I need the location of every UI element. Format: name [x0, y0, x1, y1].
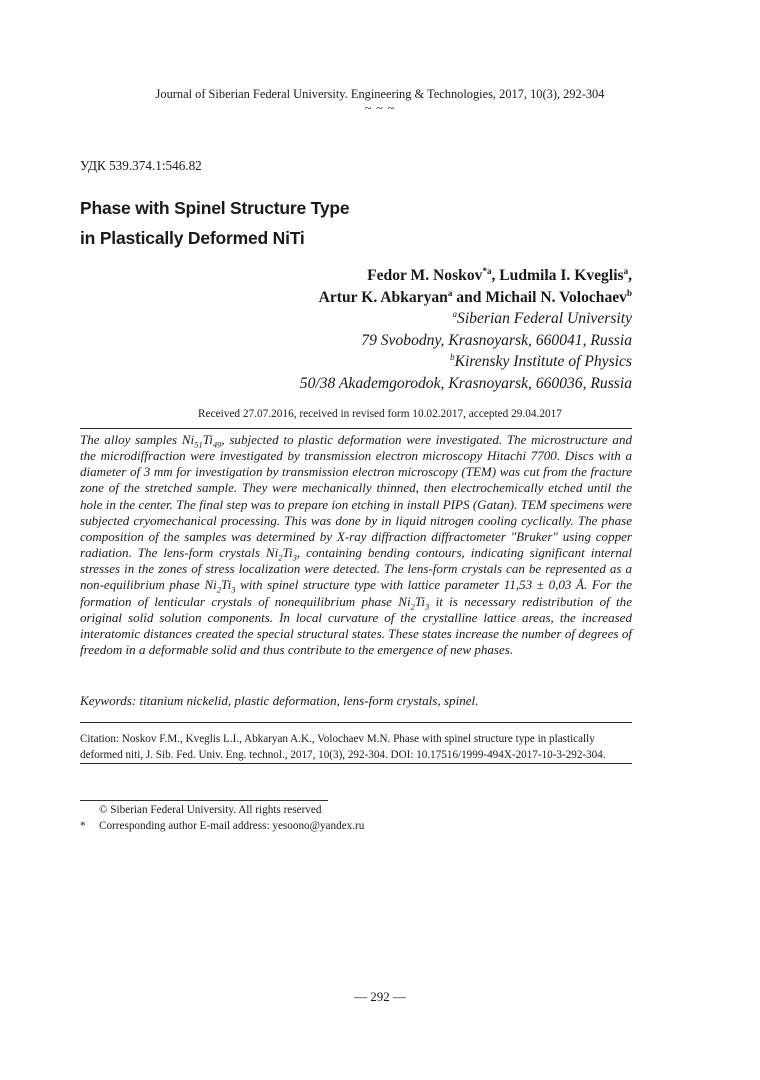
- abstract-text: Ti: [414, 593, 426, 609]
- authors-line-2: [72, 287, 632, 309]
- divider: [80, 428, 632, 429]
- abstract-text: , subjected to plastic deformation were investigated. The microstructure and the microdiffraction were investigated by transmission electron microscopy Hitachi 7700. Discs with a diameter of 3 mm for investigation by transmission electron microscopy (TEM) was cut from the fracture zone of the stretched sample. They were mechanically thinned, then electrochemically etched until the hole in the center. The final step was to prepare ion etching in install PIPS (Gatan). TEM specimens were subjected cryomechanical processing. This was done by in liquid nitrogen cooling cyclically. The phase composition of the samples was determined by X-ray diffraction diffractometer "Bruker" using copper radiation. The lens-form crystals Ni: [80, 432, 632, 561]
- subscript: 51: [194, 439, 203, 450]
- subscript: 2: [216, 585, 222, 596]
- header-separator: ~ ~ ~: [364, 101, 396, 115]
- author-sup: a: [623, 265, 629, 276]
- divider: [80, 722, 632, 723]
- keywords: Keywords: titanium nickelid, plastic deformation, lens-form crystals, spinel.: [80, 693, 479, 708]
- journal-header: Journal of Siberian Federal University. Engineering & Technologies, 2017, 10(3), 292-304: [155, 87, 605, 101]
- author-sup: b: [626, 287, 632, 298]
- corresponding-email: Corresponding author E-mail address: yesoono@yandex.ru: [99, 820, 365, 832]
- paper-title: [80, 193, 349, 253]
- divider: [80, 763, 632, 764]
- footnote-copyright: © Siberian Federal University. All rights reserved: [99, 804, 322, 816]
- udk-code: УДК 539.374.1:546.82: [80, 158, 202, 173]
- author-abkaryan: Artur K. Abkaryan: [318, 288, 448, 306]
- affiliation-b-name: [72, 351, 632, 373]
- abstract-text: The alloy samples Ni: [80, 432, 195, 447]
- subscript: 3: [292, 552, 297, 563]
- footnote-star: *: [80, 820, 86, 832]
- received-dates: Received 27.07.2016, received in revised form 10.02.2017, accepted 29.04.2017: [198, 408, 562, 420]
- subscript: 3: [231, 585, 236, 596]
- title-line-2: in Plastically Deformed NiTi: [80, 228, 305, 248]
- affiliation-b-text: Kirensky Institute of Physics: [454, 353, 632, 370]
- abstract-text: it is necessary redistribution of the original solid solution components. In local curvature of the crystalline lattice areas, the increased interatomic distances created the special structural states. These states increase the number of degrees of freedom in a deformable solid and thus contribute to the emergence of new phases.: [80, 593, 632, 658]
- affiliation-sup: b: [450, 351, 455, 362]
- authors-block: [72, 265, 632, 394]
- author-sup: *a: [482, 265, 492, 276]
- abstract-text: with spinel structure type with lattice parameter 11,53 ± 0,03 Å. For the formation of lenticular crystals of nonequilibrium phase Ni: [80, 577, 632, 609]
- subscript: 2: [278, 552, 283, 563]
- affiliation-a-text: Siberian Federal University: [457, 310, 632, 327]
- title-line-1: Phase with Spinel Structure Type: [80, 198, 350, 218]
- subscript: 3: [425, 601, 430, 612]
- author-noskov: Fedor M. Noskov: [367, 267, 483, 284]
- abstract-text: Ti: [282, 545, 293, 561]
- footnote-divider: [80, 800, 328, 801]
- author-sup: a: [447, 287, 453, 298]
- subscript: 49: [212, 439, 222, 450]
- author-kveglis: Ludmila I. Kveglis: [499, 267, 624, 284]
- abstract: [80, 432, 632, 658]
- author-and: and: [456, 288, 482, 306]
- affiliation-sup: a: [452, 308, 458, 319]
- page-number: — 292 —: [354, 989, 406, 1004]
- abstract-text: Ti: [221, 577, 232, 593]
- abstract-text: Ti: [202, 432, 213, 447]
- abstract-text: , containing bending contours, indicating significant internal stresses in the zones of stress localization were detected. The lens-form crystals can be represented as a non-equilibrium phase Ni: [80, 545, 633, 593]
- affiliation-a-address: 79 Svobodny, Krasnoyarsk, 660041, Russia: [361, 331, 632, 349]
- footnote-corresponding: [80, 820, 364, 832]
- subscript: 2: [410, 601, 415, 612]
- citation: Citation: Noskov F.M., Kveglis L.I., Abkaryan A.K., Volochaev M.N. Phase with spinel structure type in plastically deformed niti, J. Sib. Fed. Univ. Eng. technol., 2017, 10(3), 292-304. DOI: 10.17516/1999-494X-2017-10-3-292-304.: [80, 733, 606, 761]
- author-volochaev: Michail N. Volochaev: [485, 288, 627, 306]
- affiliation-b-address: 50/38 Akademgorodok, Krasnoyarsk, 660036, Russia: [299, 374, 632, 392]
- authors-line-1: Fedor M. Noskov$^{*a}$, Ludmila I. Kveglis$^a$,: [367, 265, 632, 284]
- affiliation-a-name: [72, 308, 632, 330]
